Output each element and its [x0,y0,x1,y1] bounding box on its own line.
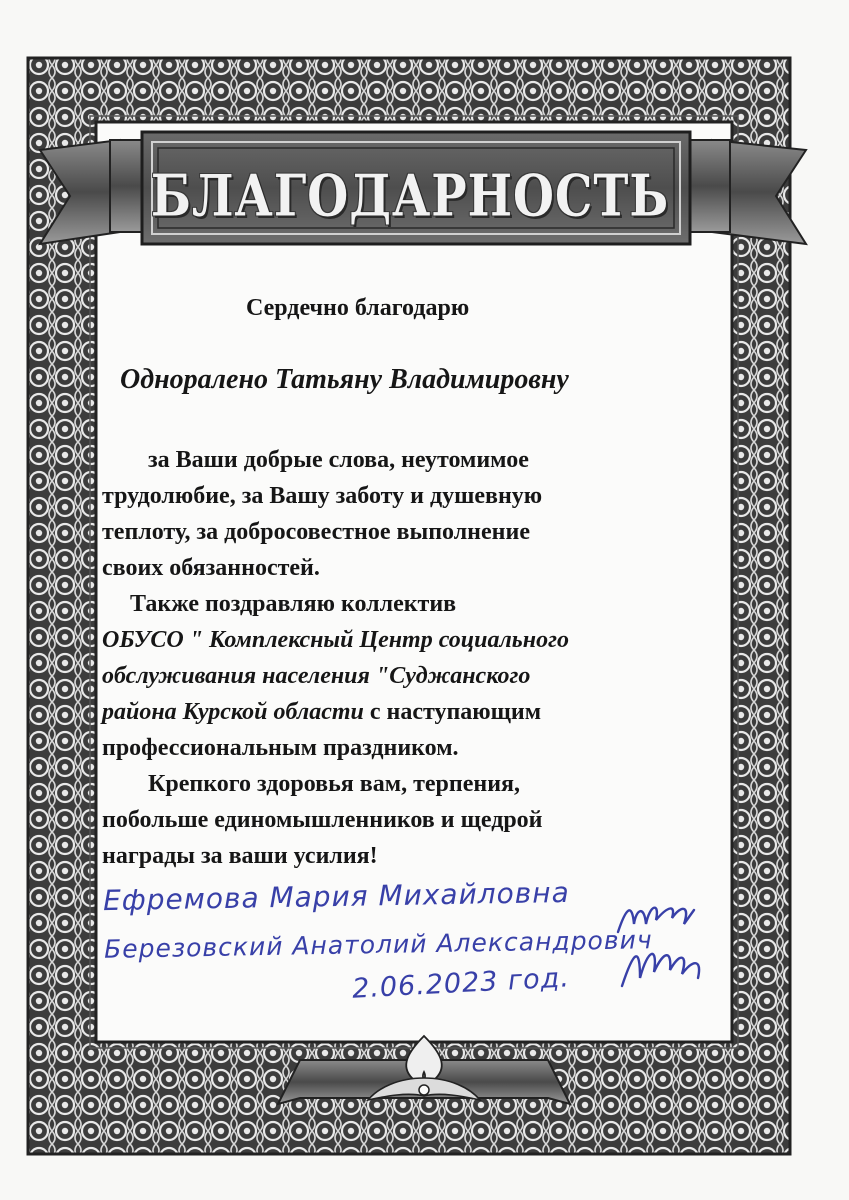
body-line-rest: с наступающим [363,699,542,725]
handwritten-signer-1: Ефремова Мария Михайловна [102,875,571,918]
body-line: профессиональным праздником. [102,735,459,761]
certificate-title: БЛАГОДАРНОСТЬ [150,162,670,230]
recipient-name: Одноралено Татьяну Владимировну [120,364,569,395]
body-line: теплоту, за добросовестное выполнение [102,519,530,545]
body-line [102,694,742,730]
body-line: награды за ваши усилия! [102,843,378,869]
body-line: Также поздравляю коллектив [130,591,457,617]
handwritten-signature-marks [610,880,720,1000]
body-text [102,442,742,874]
body-line-italic: района Курской области [102,699,364,725]
body-line: за Ваши добрые слова, неутомимое [148,447,529,473]
body-line: ОБУСО " Комплексный Центр социального [102,627,569,653]
body-line: обслуживания населения "Суджанского [102,663,531,689]
gratitude-line: Сердечно благодарю [246,295,470,321]
body-line: трудолюбие, за Вашу заботу и душевную [102,483,543,509]
body-line: побольше единомышленников и щедрой [102,807,543,833]
body-line: своих обязанностей. [102,555,320,581]
handwritten-signer-2: Березовский Анатолий Александрович [103,925,653,964]
handwritten-date: 2.06.2023 год. [351,962,571,1005]
body-line: Крепкого здоровья вам, терпения, [148,771,520,797]
